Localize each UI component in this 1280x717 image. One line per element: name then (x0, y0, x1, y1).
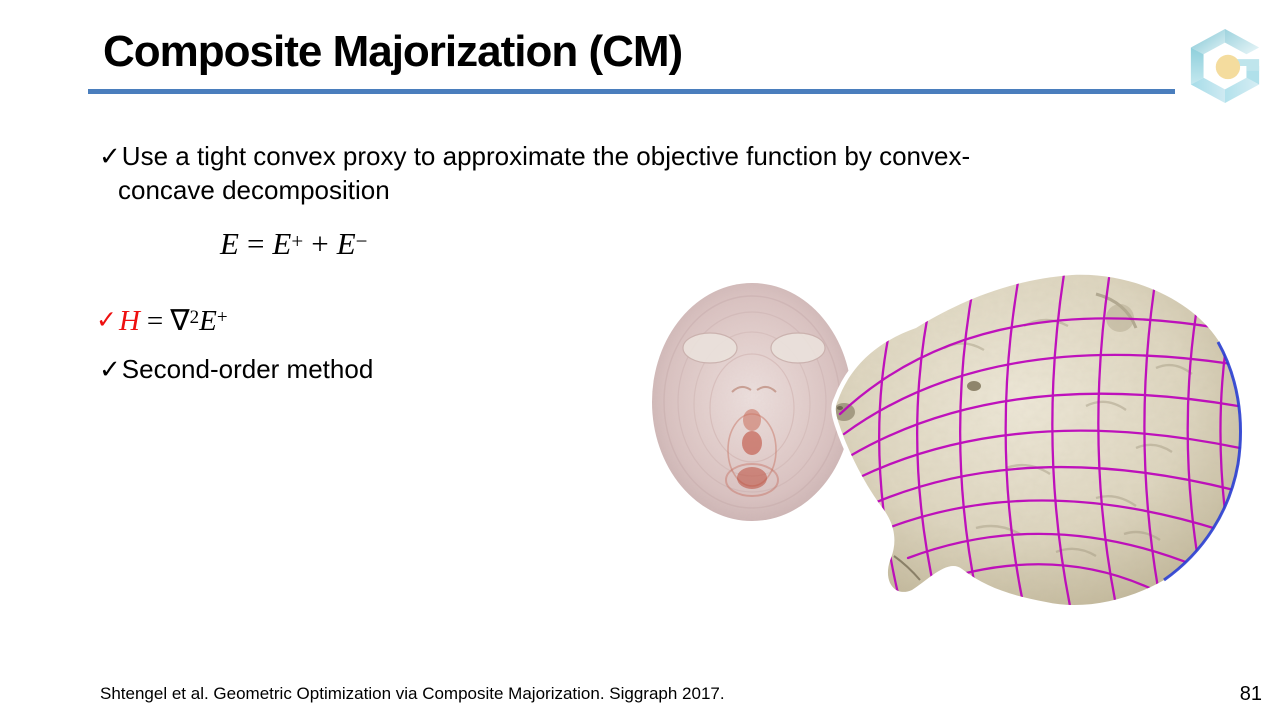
checkmark-icon: ✓ (99, 141, 121, 171)
convex-term-superscript: + (291, 229, 304, 253)
convex-term: E (272, 226, 292, 261)
title-underline (88, 89, 1175, 94)
checkmark-icon: ✓ (96, 306, 117, 334)
equals-sign: = (246, 226, 265, 261)
bullet-text-continued: concave decomposition (118, 175, 390, 205)
logo-face-ne (1225, 29, 1259, 54)
bullet-line (99, 139, 970, 173)
bear-eye (967, 381, 981, 391)
bullet-text: Second-order method (121, 354, 374, 384)
logo-center-dot (1216, 55, 1240, 79)
nabla-symbol: ∇ (170, 305, 190, 337)
disk-detail (652, 283, 852, 521)
plus-operator: + (311, 226, 329, 261)
nabla-superscript: 2 (189, 307, 200, 328)
energy-decomposition-formula (220, 226, 367, 262)
logo-crossbar (1237, 59, 1259, 71)
citation-text: Shtengel et al. Geometric Optimization via Composite Majorization. Siggraph 2017. (100, 684, 725, 703)
bullet-convex-proxy (99, 139, 970, 207)
hexagon-g-logo-icon (1186, 24, 1264, 108)
bullet-text: Use a tight convex proxy to approximate the objective function by convex- (121, 141, 971, 171)
bear-surface-detail (833, 274, 1241, 608)
checkmark-icon: ✓ (99, 354, 121, 384)
hessian-symbol: H (118, 305, 140, 337)
page-title: Composite Majorization (CM) (103, 27, 683, 76)
bullet-second-order (99, 352, 373, 386)
hessian-formula (96, 303, 228, 338)
energy-convex-superscript: + (216, 307, 228, 328)
formula-lhs: E (220, 226, 239, 261)
equals-sign: = (146, 305, 164, 337)
bear-mesh-image (824, 266, 1252, 616)
energy-convex-symbol: E (199, 305, 217, 337)
concave-term: E (336, 226, 356, 261)
concave-term-superscript: − (355, 229, 368, 253)
page-number: 81 (1239, 683, 1262, 705)
